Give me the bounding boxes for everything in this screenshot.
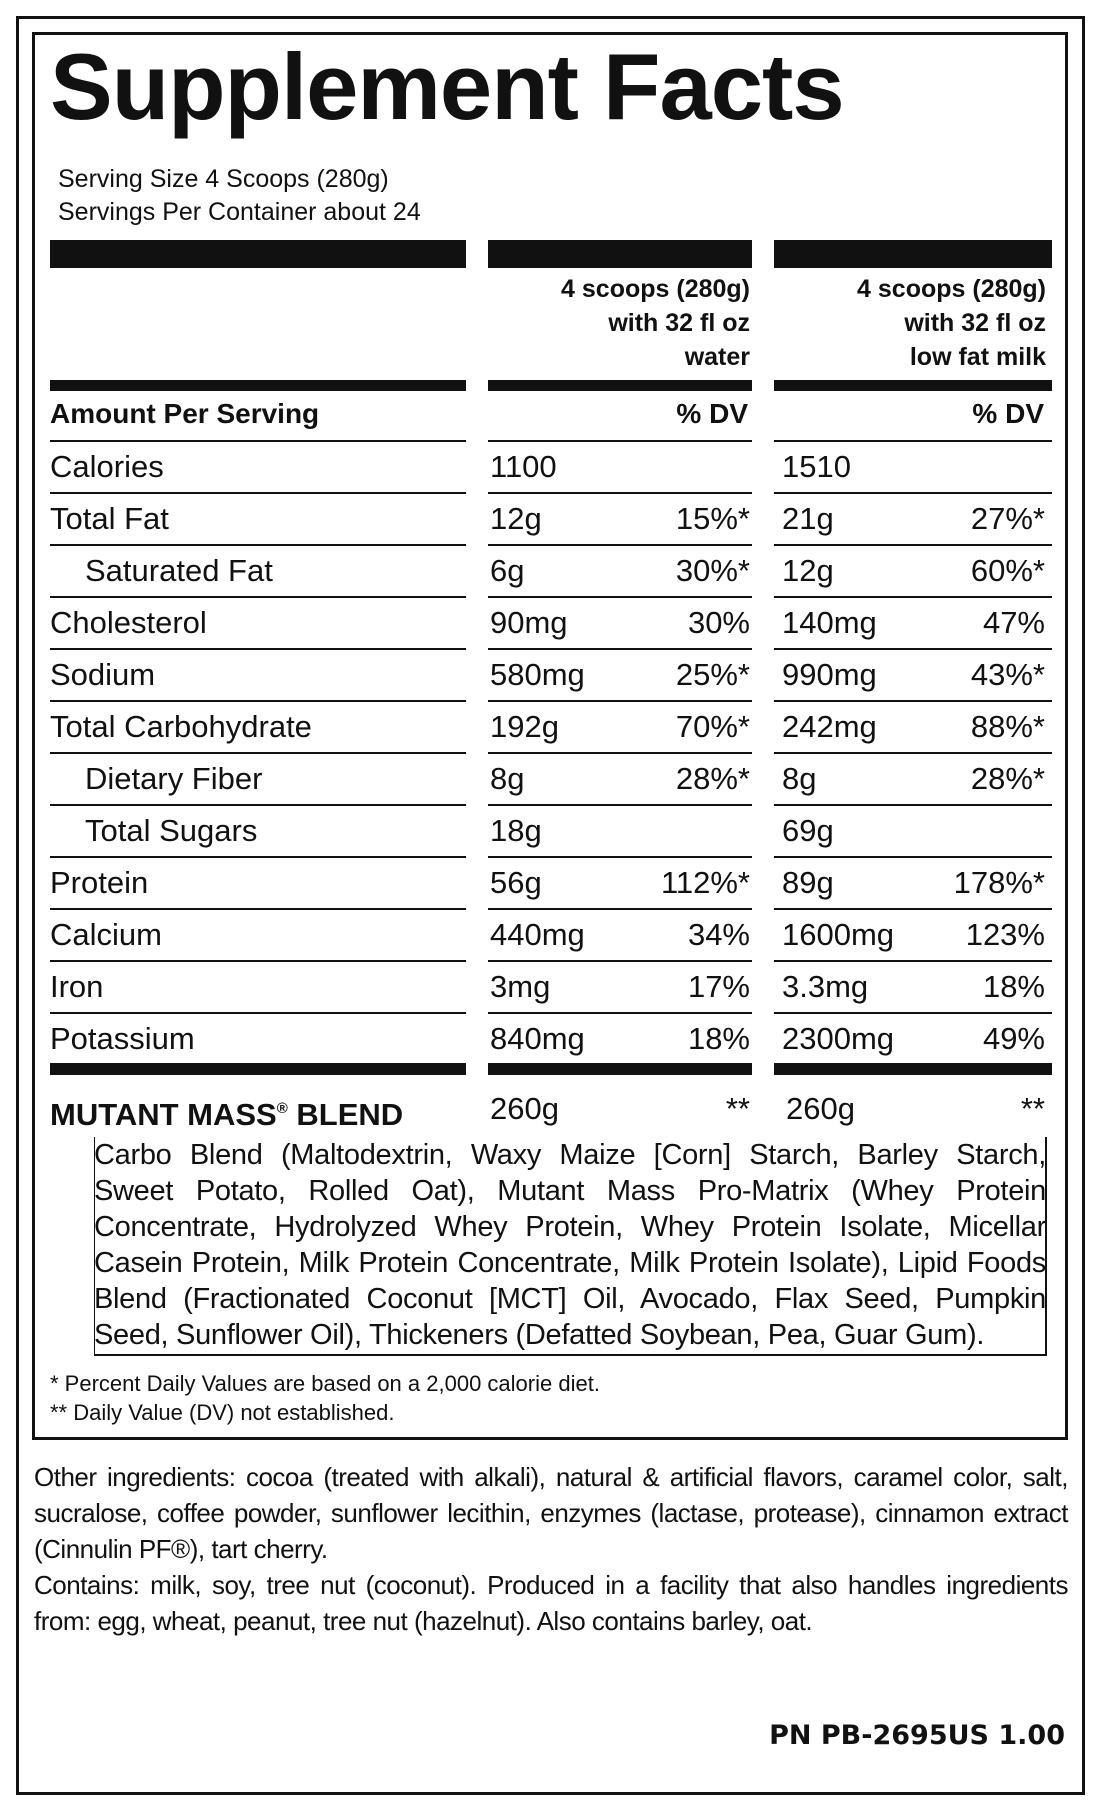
nutrient-name: Total Fat — [50, 501, 169, 536]
water-amount: 12g — [490, 501, 542, 536]
blend-name — [50, 1088, 403, 1136]
milk-dv — [893, 805, 1045, 857]
dv-header-water: % DV — [676, 398, 748, 429]
milk-amount: 2300mg — [782, 1021, 895, 1056]
milk-amount: 89g — [782, 865, 834, 900]
column-header-line: 4 scoops (280g) — [561, 275, 750, 303]
nutrient-name: Total Carbohydrate — [50, 709, 312, 744]
row-divider — [50, 960, 466, 962]
water-amount: 56g — [490, 865, 542, 900]
column-header-line: with 32 fl oz — [904, 309, 1046, 337]
milk-amount: 140mg — [782, 605, 877, 640]
servings-per-container: Servings Per Container about 24 — [58, 198, 421, 226]
nutrient-name: Calories — [50, 449, 164, 484]
milk-dv: 123% — [965, 917, 1045, 952]
bottom-bar-label-column — [50, 1063, 466, 1075]
water-amount: 840mg — [490, 1021, 585, 1056]
milk-amount: 12g — [782, 553, 834, 588]
mid-bar-milk-column — [774, 380, 1052, 391]
amount-per-serving-label: Amount Per Serving — [50, 398, 320, 429]
water-amount: 6g — [490, 553, 525, 588]
water-dv: 70%* — [675, 709, 750, 744]
nutrient-name: Total Sugars — [85, 813, 258, 848]
milk-amount: 990mg — [782, 657, 877, 692]
milk-amount: 1600mg — [782, 917, 895, 952]
milk-dv: 18% — [982, 969, 1045, 1004]
milk-amount: 242mg — [782, 709, 877, 744]
water-amount: 1100 — [490, 449, 557, 484]
water-dv: 30%* — [675, 553, 750, 588]
milk-amount: 3.3mg — [782, 969, 869, 1004]
water-dv — [600, 441, 750, 493]
milk-amount: 69g — [782, 813, 834, 848]
blend-name-suffix: BLEND — [287, 1097, 404, 1132]
water-amount: 580mg — [490, 657, 585, 692]
milk-dv: 60%* — [970, 553, 1045, 588]
milk-dv: 47% — [982, 605, 1045, 640]
nutrient-name: Calcium — [50, 917, 162, 952]
water-dv — [600, 805, 750, 857]
footnote-not-established: ** Daily Value (DV) not established. — [50, 1400, 395, 1425]
blend-water-amount: 260g — [490, 1091, 559, 1126]
serving-size: Serving Size 4 Scoops (280g) — [58, 165, 389, 193]
milk-amount: 1510 — [782, 449, 851, 484]
mid-bar-water-column — [488, 380, 752, 391]
blend-corner-rule — [94, 1137, 1048, 1357]
column-header-line: low fat milk — [909, 343, 1046, 371]
mid-bar-label-column — [50, 380, 466, 391]
top-bar-water-column — [488, 240, 752, 268]
water-dv: 28%* — [675, 761, 750, 796]
part-number: PN PB-2695US 1.00 — [769, 1720, 1065, 1751]
water-amount: 8g — [490, 761, 525, 796]
milk-dv: 28%* — [970, 761, 1045, 796]
bottom-bar-water-column — [488, 1063, 752, 1075]
nutrient-name: Cholesterol — [50, 605, 207, 640]
milk-amount: 21g — [782, 501, 834, 536]
bottom-bar-milk-column — [774, 1063, 1052, 1075]
water-dv: 30% — [687, 605, 750, 640]
nutrient-name: Iron — [50, 969, 104, 1004]
top-bar-label-column — [50, 240, 466, 268]
column-header-milk — [774, 272, 1046, 374]
water-dv: 17% — [687, 969, 750, 1004]
water-dv: 18% — [687, 1021, 750, 1056]
milk-dv: 88%* — [970, 709, 1045, 744]
water-amount: 440mg — [490, 917, 585, 952]
blend-ingredients: Carbo Blend (Maltodextrin, Waxy Maize [Corn] Starch, Barley Starch, Sweet Potato, Rolled Oat), Mutant Mass Pro-Matrix (Whey Protein Concentrate, Hydrolyzed Whey Protein, Whey Protein Isolate, Micellar Casein Protein, Milk Protein Concentrate, Milk Protein Isolate), Lipid Foods Blend (Fractionated Coconut [MCT] Oil, Avocado, Flax Seed, Pumpkin Seed, Sunflower Oil), Thickeners (Defatted Soybean, Pea, Guar Gum). — [94, 1139, 1046, 1351]
water-dv: 15%* — [675, 501, 750, 536]
milk-dv: 49% — [982, 1021, 1045, 1056]
nutrient-name: Protein — [50, 865, 149, 900]
other-ingredients: Other ingredients: cocoa (treated with alkali), natural & artificial flavors, caramel color, salt, sucralose, coffee powder, sunflower lecithin, enzymes (lactase, protease), cinnamon extract (Cinnulin PF®), tart cherry. — [34, 1462, 1068, 1564]
column-header-line: water — [684, 343, 750, 371]
milk-dv: 178%* — [953, 865, 1045, 900]
other-ingredients-section — [34, 1459, 1068, 1639]
column-header-line: 4 scoops (280g) — [857, 275, 1046, 303]
nutrient-name: Dietary Fiber — [85, 761, 263, 796]
milk-dv — [893, 441, 1045, 493]
milk-dv: 43%* — [970, 657, 1045, 692]
blend-name-text: MUTANT MASS — [50, 1097, 277, 1132]
dv-header-milk: % DV — [972, 398, 1044, 429]
top-bar-milk-column — [774, 240, 1052, 268]
water-amount: 18g — [490, 813, 542, 848]
nutrient-name: Saturated Fat — [85, 553, 273, 588]
blend-milk-dv: ** — [1020, 1091, 1045, 1126]
column-header-line: with 32 fl oz — [608, 309, 750, 337]
water-dv: 112%* — [660, 865, 750, 900]
nutrient-name: Potassium — [50, 1021, 195, 1056]
water-amount: 90mg — [490, 605, 568, 640]
facts-title: Supplement Facts — [50, 34, 844, 139]
blend-milk-amount: 260g — [786, 1091, 855, 1126]
nutrient-name: Sodium — [50, 657, 156, 692]
water-dv: 25%* — [675, 657, 750, 692]
milk-amount: 8g — [782, 761, 817, 796]
registered-mark: ® — [276, 1100, 288, 1117]
blend-water-dv: ** — [725, 1091, 750, 1126]
water-dv: 34% — [687, 917, 750, 952]
water-amount: 192g — [490, 709, 559, 744]
footnote-dv: * Percent Daily Values are based on a 2,000 calorie diet. — [50, 1371, 600, 1396]
water-amount: 3mg — [490, 969, 551, 1004]
allergen-statement: Contains: milk, soy, tree nut (coconut). Produced in a facility that also handles ingredients from: egg, wheat, peanut, tree nut (hazelnut). Also contains barley, oat. — [34, 1570, 1068, 1636]
milk-dv: 27%* — [970, 501, 1045, 536]
column-header-water — [488, 272, 750, 374]
